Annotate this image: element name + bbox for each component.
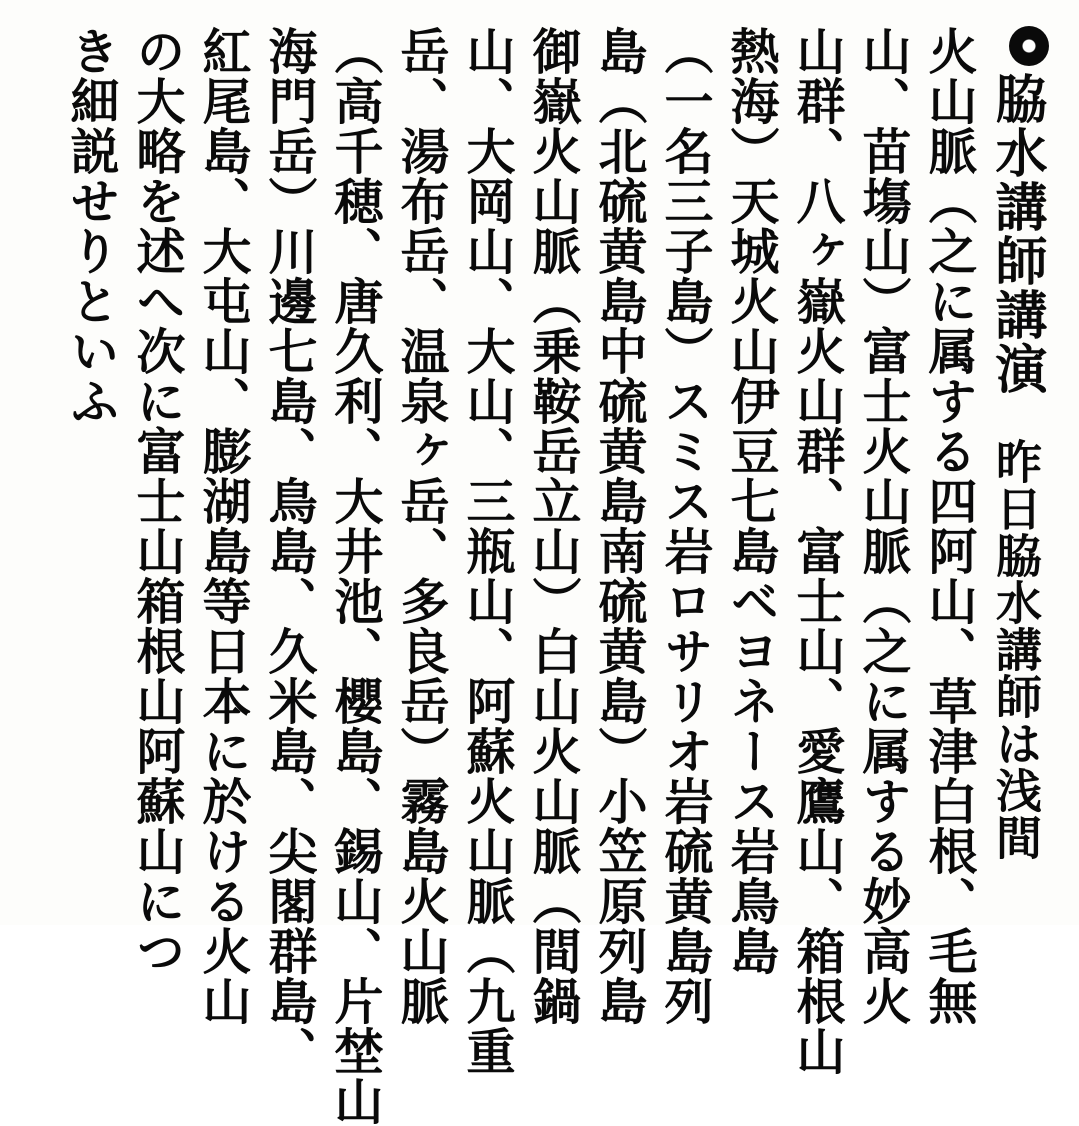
text-column: 山群、八ヶ嶽火山群、富士山、愛鷹山、箱根山 xyxy=(789,26,847,1076)
text-column: 島（北硫黄島中硫黄島南硫黄島）小笠原列島 xyxy=(591,26,649,1026)
text-column: （一名三子島）スミス岩ロサリオ岩硫黄島列 xyxy=(657,26,715,1026)
article-header-column xyxy=(983,26,1049,906)
article-body xyxy=(29,26,1049,1126)
bullet-dot-icon xyxy=(1009,26,1049,66)
text-column: き細説せりといふ xyxy=(63,26,121,426)
text-column: の大略を述へ次に富士山箱根山阿蘇山につ xyxy=(129,26,187,976)
text-column: 海門岳）川邊七島、鳥島、久米島、尖閣群島、 xyxy=(261,26,319,1076)
article-byline: 昨日脇水講師は浅間 xyxy=(989,438,1043,861)
text-column: 御嶽火山脈（乗鞍岳立山）白山火山脈（間鍋 xyxy=(525,26,583,1026)
text-column: 岳、湯布岳、温泉ヶ岳、多良岳）霧島火山脈 xyxy=(393,26,451,1026)
text-column: 紅尾島、大屯山、膨湖島等日本に於ける火山 xyxy=(195,26,253,1026)
text-column: 火山脈（之に属する四阿山、草津白根、毛無 xyxy=(921,26,979,1026)
text-column: 熱海）天城火山伊豆七島ベヨネース岩鳥島 xyxy=(723,26,781,976)
text-column: （高千穂、唐久利、大井池、櫻島、錫山、片埜山 xyxy=(327,26,385,1126)
text-column: 山、苗塲山）富士火山脈（之に属する妙高火 xyxy=(855,26,913,1026)
text-column: 山、大岡山、大山、三瓶山、阿蘇火山脈（九重 xyxy=(459,26,517,1076)
article-headline: 脇水講師講演 xyxy=(986,72,1047,396)
